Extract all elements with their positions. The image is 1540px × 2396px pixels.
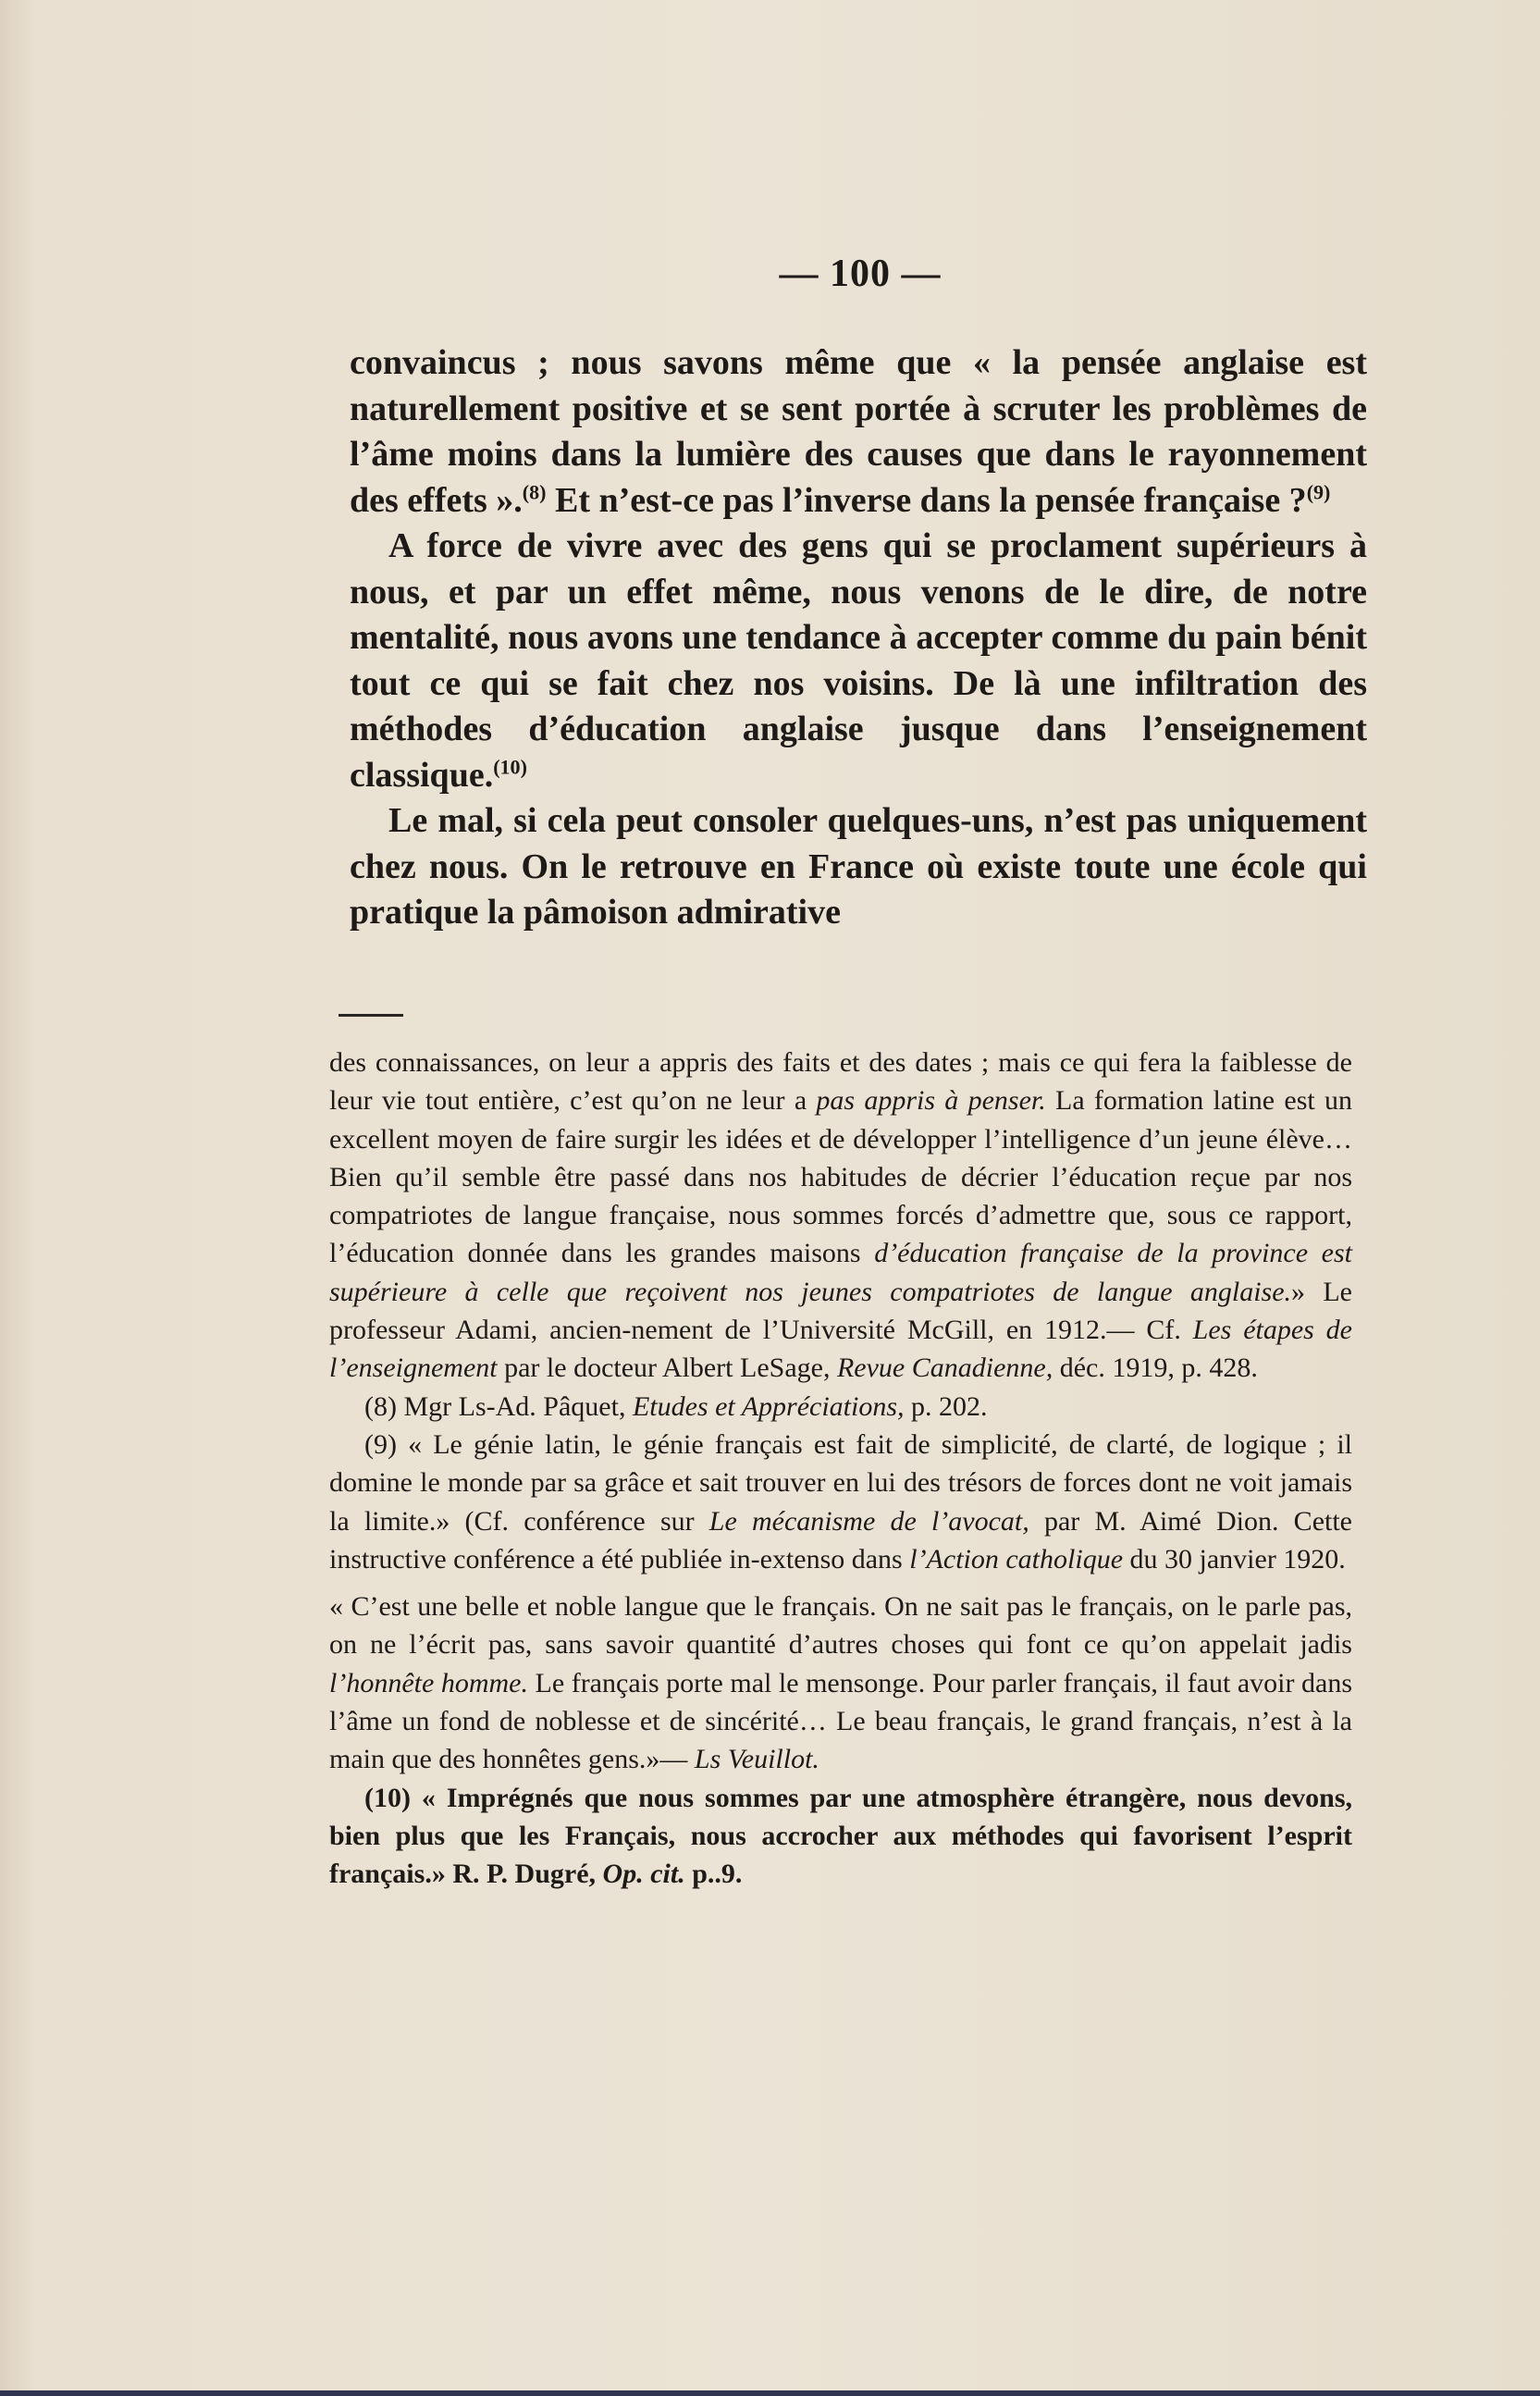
note-text: La formation latine est un excellent moyen de faire surgir les idées et de développer l’intelligence d’un jeune élève… Bien qu’il semble être passé dans nos habitudes de décrier l’éducation reçue par nos compatriotes de langue française, nous sommes forcés d’admettre que, sous ce rapport, l’éducation donnée dans les grandes maisons [329, 1085, 1352, 1269]
paragraph-1-text: convaincus ; nous savons même que « la pensée anglaise est naturellement positive et se sent portée à scruter les problèmes de l’âme moins dans la lumière des causes que dans le rayonnement des effets ». [350, 343, 1367, 520]
note-italic: pas appris à penser. [816, 1085, 1046, 1117]
footnote-9-quote [329, 1587, 1352, 1778]
note-text: « C’est une belle et noble langue que le français. On ne sait pas le français, on le parle pas, on ne l’écrit pas, sans savoir quantité d’autres choses qui font ce qu’on appelait jadis [329, 1591, 1352, 1661]
paragraph-1 [350, 340, 1367, 524]
footnote-ref-10: (10) [493, 754, 527, 778]
footnote-continuation [329, 1044, 1352, 1388]
footnote-9 [329, 1426, 1352, 1578]
footnote-separator [339, 1014, 403, 1017]
main-text [350, 340, 1367, 936]
note-text: des connaissances, on leur a appris des faits et des dates ; mais ce qui fera la faiblesse de leur vie tout entière, c’est qu’on ne leur a [329, 1047, 1352, 1117]
note-text: (8) Mgr Ls-Ad. Pâquet, [364, 1390, 633, 1422]
note-text: du 30 janvier 1920. [1123, 1543, 1346, 1575]
note-italic: Op. cit. [602, 1859, 685, 1890]
note-text: (9) « Le génie latin, le génie français est fait de simplicité, de clarté, de logique ; il domine le monde par sa grâce et sait trouver en lui des trésors de forces dont ne voit jamais la limite.» (Cf. conférence sur [329, 1428, 1352, 1537]
page-number: — 100 — [779, 253, 942, 295]
paragraph-2-text: A force de vivre avec des gens qui se proclament supérieurs à nous, et par un effet même, nous venons de le dire, de notre mentalité, nous avons une tendance à accepter comme du pain bénit tout ce qui se fait chez nos voisins. De là une infiltration des méthodes d’éducation anglaise jusque dans l’enseignement classique. [350, 526, 1367, 795]
note-text: par M. Aimé Dion. Cette instructive conférence a été publiée in-extenso dans [329, 1505, 1352, 1575]
note-italic: Les étapes de l’enseignement [329, 1315, 1352, 1384]
note-italic: l’honnête homme. [329, 1667, 528, 1698]
note-text: Le français porte mal le mensonge. Pour parler français, il faut avoir dans l’âme un fond de noblesse et de sincérité… Le beau français, le grand français, n’est à la main que des honnêtes gens.»— [329, 1667, 1352, 1775]
note-italic: Le mécanisme de l’avocat, [708, 1505, 1029, 1537]
note-italic: l’Action catholique [909, 1543, 1124, 1575]
paragraph-3: Le mal, si cela peut consoler quelques-uns, n’est pas uniquement chez nous. On le retrouve en France où existe toute une école qui pratique la pâmoison admirative [350, 801, 1367, 932]
note-italic: Ls Veuillot. [694, 1744, 819, 1775]
note-text: par le docteur Albert LeSage, [497, 1352, 837, 1384]
note-text: déc. 1919, p. 428. [1053, 1352, 1258, 1384]
bottom-edge [0, 2390, 1540, 2396]
note-text: (10) « Imprégnés que nous sommes par une atmosphère étrangère, nous devons, bien plus que les Français, nous accrocher aux méthodes qui favorisent l’esprit français.» R. P. Dugré, [329, 1782, 1352, 1890]
footnotes [329, 1044, 1352, 1894]
note-italic: d’éducation française de la province est supérieure à celle que reçoivent nos jeunes compatriotes de langue anglaise. [329, 1238, 1352, 1307]
footnote-8 [329, 1388, 1352, 1426]
note-text: p..9. [684, 1859, 743, 1890]
note-italic: Revue Canadienne, [836, 1352, 1053, 1384]
footnote-10 [329, 1779, 1352, 1894]
footnote-ref-8: (8) [522, 479, 547, 503]
note-text: p. 202. [904, 1390, 988, 1422]
paragraph-2 [350, 524, 1367, 798]
note-text: » Le professeur Adami, ancien-nement de l’Université McGill, en 1912.— Cf. [329, 1276, 1353, 1346]
footnote-ref-9: (9) [1306, 479, 1331, 503]
paragraph-1-text-2: Et n’est-ce pas l’inverse dans la pensée française ? [546, 480, 1307, 520]
note-italic: Etudes et Appréciations, [632, 1390, 905, 1422]
